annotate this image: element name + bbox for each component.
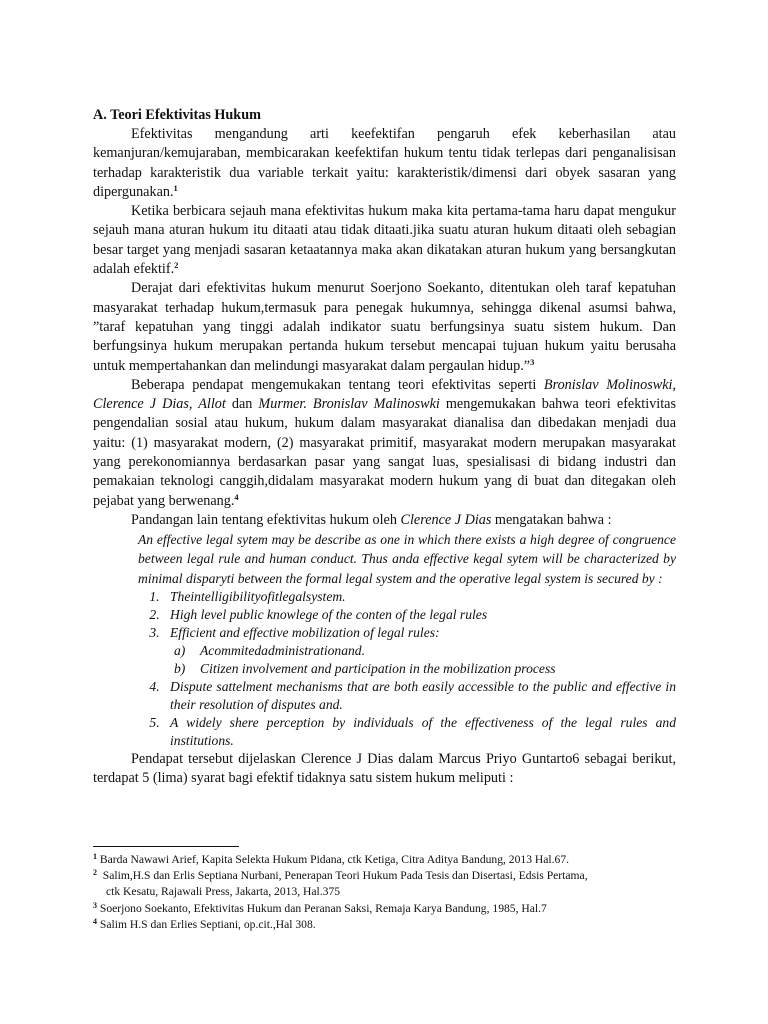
- footnote-text: Salim,H.S dan Erlis Septiana Nurbani, Penerapan Teori Hukum Pada Tesis dan Disertasi, Edsis Pertama,: [102, 869, 588, 883]
- footnote-number: 4: [93, 916, 97, 926]
- footnote-number: 3: [93, 900, 97, 910]
- footnote-4: [93, 917, 676, 933]
- paragraph-text: Ketika berbicara sejauh mana efektivitas hukum maka kita pertama-tama haru dapat mengukur sejauh mana aturan hukum itu ditaati atau tidak ditaati.jika suatu aturan hukum ditaati oleh sebagian besar target yang menjadi sasaran ketaatannya maka akan dikatakan aturan hukum yang bersangkutan adalah efektif.: [93, 203, 676, 278]
- paragraph-dias-intro: [93, 511, 676, 530]
- sub-list-item: [174, 642, 676, 660]
- footnote-text-continued: ctk Kesatu, Rajawali Press, Jakarta, 2013, Hal.375: [106, 885, 341, 899]
- author-name: Clerence J Dias: [400, 511, 492, 528]
- footnote-number: 1: [93, 852, 97, 861]
- sub-list-item: [174, 660, 676, 678]
- paragraph-dias-requirements: Pendapat tersebut dijelaskan Clerence J Dias dalam Marcus Priyo Guntarto6 sebagai berikut, terdapat 5 (lima) syarat bagi efektif tidaknya satu sistem hukum meliputi :: [93, 750, 676, 787]
- block-quote: An effective legal sytem may be describe as one in which there exists a high degree of congruence between legal rule and human conduct. Thus anda effective kegal sytem will be characterized by minimal disparyti between the formal legal system and the operative legal system is secured by :: [138, 532, 676, 586]
- paragraph-text: mengemukakan bahwa teori efektivitas pengendalian sosial atau hukum, hukum dalam masyarakat dianalisa dan dibedakan menjadi dua yaitu: (1) masyarakat modern, (2) masyarakat primitif, masyarakat modern merupakan masyarakat yang perekonomiannya berdasarkan pasar yang sangat luas, spesialisasi di bidang industri dan pemakaian teknologi canggih,didalam masyarakat modern hukum yang di buat dan ditegakan oleh pejabat yang berwenang.: [93, 396, 676, 509]
- paragraph-text: Pandangan lain tentang efektivitas hukum oleh: [131, 511, 401, 528]
- footnote-ref-1[interactable]: 1: [173, 182, 178, 193]
- quote-list: [93, 588, 676, 750]
- list-item: 4. Dispute sattelment mechanisms that are both easily accessible to the public and effective in their resolution of disputes and.: [163, 678, 676, 714]
- footnote-divider: [93, 846, 239, 847]
- sub-list-text: Acommitedadministrationand.: [200, 642, 366, 658]
- footnote-1: [93, 852, 676, 868]
- paragraph-text: Efektivitas mengandung arti keefektifan pengaruh efek keberhasilan atau kemanjuran/kemujaraban, membicarakan keefektifan hukum tentu tidak terlepas dari penganalisisan terhadap karakteristik dua variable terkait yaitu: karakteristik/dimensi dari obyek sasaran yang dipergunakan.: [93, 126, 676, 200]
- footnotes-section: [93, 846, 676, 933]
- footnote-ref-3[interactable]: 3: [530, 356, 535, 367]
- list-item: 2. High level public knowlege of the conten of the legal rules: [163, 606, 676, 624]
- author-names: Murmer. Bronislav Malinoswki: [258, 396, 440, 413]
- paragraph-text: Beberapa pendapat mengemukakan tentang teori efektivitas seperti: [131, 376, 544, 393]
- footnote-text: Salim H.S dan Erlies Septiani, op.cit.,Hal 308.: [99, 917, 316, 931]
- footnote-3: [93, 901, 676, 917]
- footnote-ref-2[interactable]: 2: [174, 260, 179, 271]
- footnote-2: [93, 868, 676, 900]
- paragraph-theory-opinions: [93, 376, 676, 511]
- sub-list-marker: b): [174, 660, 186, 676]
- paragraph-soekanto: [93, 279, 676, 375]
- footnote-ref-4[interactable]: 4: [234, 491, 239, 502]
- footnote-text: Soerjono Soekanto, Efektivitas Hukum dan Peranan Saksi, Remaja Karya Bandung, 1985, Hal.7: [99, 901, 547, 915]
- footnote-text: Barda Nawawi Arief, Kapita Selekta Hukum Pidana, ctk Ketiga, Citra Aditya Bandung, 2013 Hal.67.: [99, 853, 570, 866]
- list-item: 1. Theintelligibilityofitlegalsystem.: [163, 588, 676, 606]
- sub-list: [170, 642, 676, 678]
- paragraph-text: Derajat dari efektivitas hukum menurut Soerjono Soekanto, ditentukan oleh taraf kepatuhan masyarakat terhadap hukum,termasuk para penegak hukumnya, sehingga dikenal asumsi bahwa, ”taraf kepatuhan yang tinggi adalah indikator suatu berfungsinya suatu sistem hukum. Dan berfungsinya hukum merupakan pertanda hukum tersebut mencapai tujuan hukum yaitu berusaha untuk mempertahankan dan melindungi masyarakat dalam pergaulan hidup.”: [93, 280, 676, 374]
- sub-list-text: Citizen involvement and participation in the mobilization process: [200, 660, 556, 676]
- footnote-number: 2: [93, 868, 97, 878]
- paragraph-measuring-effectiveness: [93, 202, 676, 279]
- section-heading: A. Teori Efektivitas Hukum: [93, 107, 261, 123]
- sub-list-marker: a): [174, 642, 186, 658]
- paragraph-text: mengatakan bahwa :: [491, 511, 612, 528]
- list-item-text: Efficient and effective mobilization of legal rules:: [170, 624, 440, 640]
- list-item: 5. A widely shere perception by individuals of the effectiveness of the legal rules and institutions.: [163, 714, 676, 750]
- author-names: Bronislav Molinoswki, Clerence J Dias, Allot: [93, 376, 676, 413]
- paragraph-efektivitas-definition: [93, 125, 676, 202]
- paragraph-text: dan: [225, 396, 259, 413]
- list-item: [163, 624, 676, 678]
